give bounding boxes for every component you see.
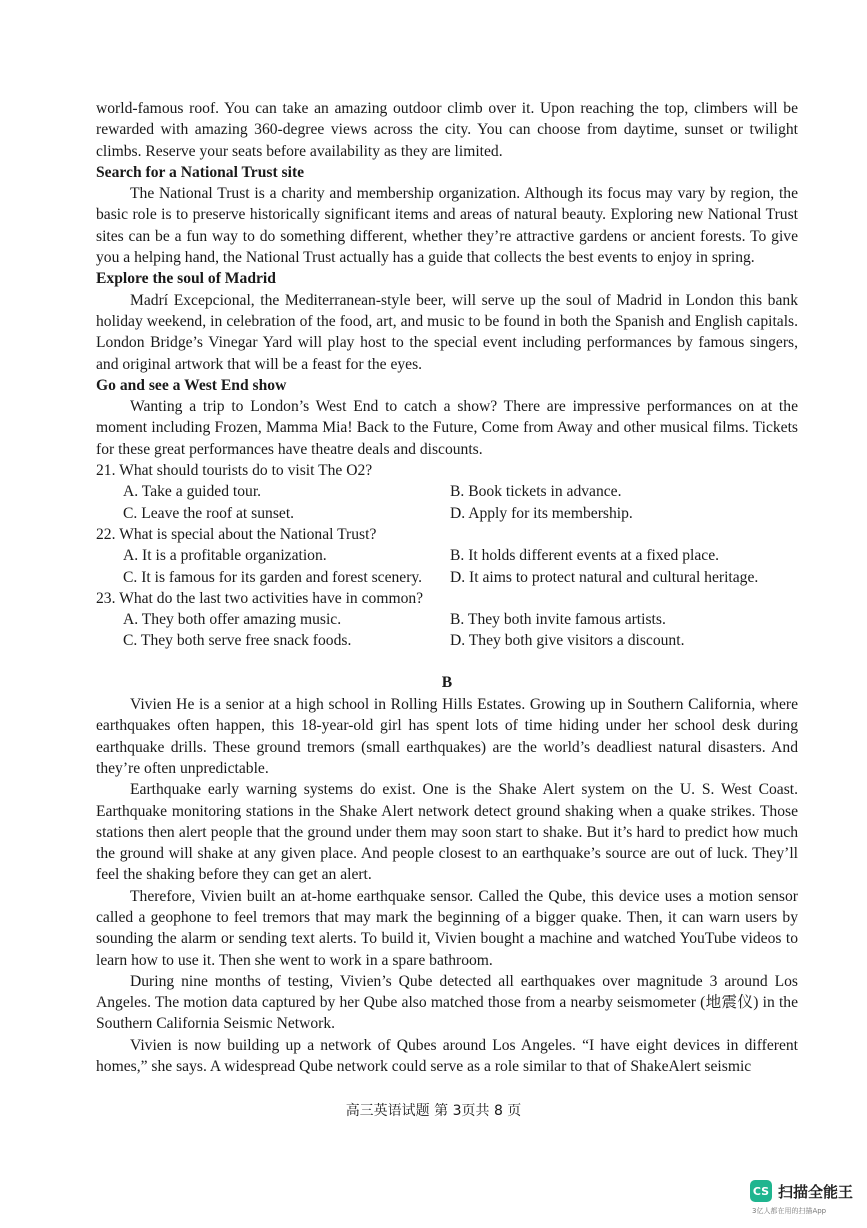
passage-b-title: B: [441, 673, 453, 691]
option-grid: [96, 609, 798, 652]
option-d: D. Apply for its membership.: [450, 504, 633, 522]
passage-a-intro: world-famous roof. You can take an amazing outdoor climb over it. Upon reaching the top, climbers will be rewarded with amazing 360-degree views across the city. You can choose from daytime, sunset or twilight climbs. Reserve your seats before availability as they are limited.: [96, 100, 798, 160]
question-22: [96, 524, 798, 588]
watermark-tagline: 3亿人都在用的扫描App: [752, 1207, 827, 1215]
exam-page: [96, 98, 798, 1077]
camscanner-logo-icon: CS: [750, 1180, 772, 1202]
passage-b-paragraph-2: Earthquake early warning systems do exist. One is the Shake Alert system on the U. S. West Coast. Earthquake monitoring stations in the Shake Alert network detect ground shaking when a quake strikes. Those stations then alert people that the ground under them may soon start to shake. But it’s hard to predict how much the ground will shake at any given place. And people closest to an earthquake’s source are out of luck. They’ll feel the shaking before they can get an alert.: [96, 781, 798, 884]
passage-b-paragraph-5: Vivien is now building up a network of Qubes around Los Angeles. “I have eight devices in different homes,” she says. A widespread Qube network could serve as a role similar to that of ShakeAlert seismic: [96, 1036, 798, 1076]
scanner-watermark: [750, 1180, 853, 1202]
page-footer: 高三英语试题 第 3页共 8 页: [345, 1103, 522, 1119]
question-stem: 21. What should tourists do to visit The O2?: [96, 462, 373, 480]
watermark-app-name: 扫描全能王: [778, 1182, 854, 1201]
option-a: A. It is a profitable organization.: [123, 547, 327, 565]
option-c: C. Leave the roof at sunset.: [123, 504, 295, 522]
paragraph-national-trust: The National Trust is a charity and membership organization. Although its focus may vary by region, the basic role is to preserve historically significant items and areas of natural beauty. Exploring new National Trust sites can be a fun way to do something different, whether they’re attractive gardens or ancient forests. To give you a helping hand, the National Trust actually has a guide that collects the best events to enjoy in spring.: [96, 185, 798, 267]
passage-b-paragraph-1: Vivien He is a senior at a high school in Rolling Hills Estates. Growing up in Southern California, where earthquakes often happen, this 18-year-old girl has spent lots of time hiding under her school desk during earthquake drills. These ground tremors (small earthquakes) are the world’s deadliest natural disasters. And they’re often unpredictable.: [96, 696, 798, 777]
option-grid: [96, 545, 798, 588]
option-c: C. It is famous for its garden and forest scenery.: [123, 568, 423, 586]
paragraph-west-end: Wanting a trip to London’s West End to catch a show? There are impressive performances on at the moment including Frozen, Mamma Mia! Back to the Future, Come from Away and other musical films. Tickets for these great performances have theatre deals and discounts.: [96, 398, 798, 458]
paragraph-madrid: Madrí Excepcional, the Mediterranean-style beer, will serve up the soul of Madrid in London this bank holiday weekend, in celebration of the food, art, and music to be found in both the Spanish and English capitals. London Bridge’s Vinegar Yard will play host to the special event including performances by famous singers, and original artwork that will be a feast for the eyes.: [96, 291, 798, 373]
option-d: D. They both give visitors a discount.: [450, 632, 685, 650]
passage-b-paragraph-4: During nine months of testing, Vivien’s Qube detected all earthquakes over magnitude 3 around Los Angeles. The motion data captured by her Qube also matched those from a nearby seismometer (地震仪) in the Southern California Seismic Network.: [96, 972, 798, 1033]
option-b: B. Book tickets in advance.: [450, 483, 622, 501]
heading-national-trust: Search for a National Trust site: [96, 163, 305, 181]
option-b: B. They both invite famous artists.: [450, 611, 666, 629]
option-a: A. Take a guided tour.: [123, 483, 262, 501]
question-stem: 23. What do the last two activities have in common?: [96, 589, 424, 607]
heading-madrid: Explore the soul of Madrid: [96, 270, 276, 288]
option-b: B. It holds different events at a fixed place.: [450, 547, 720, 565]
passage-b-paragraph-3: Therefore, Vivien built an at-home earthquake sensor. Called the Qube, this device uses a motion sensor called a geophone to feel tremors that may mark the beginning of a bigger quake. Then, it can warn users by sounding the alarm or sending text alerts. To build it, Vivien bought a machine and watched YouTube videos to learn how to use it. Then she went to work in a spare bathroom.: [96, 887, 798, 969]
heading-west-end: Go and see a West End show: [96, 376, 287, 394]
option-c: C. They both serve free snack foods.: [123, 632, 352, 650]
option-a: A. They both offer amazing music.: [123, 611, 342, 629]
question-stem: 22. What is special about the National Trust?: [96, 525, 377, 543]
option-d: D. It aims to protect natural and cultural heritage.: [450, 568, 759, 586]
question-23: [96, 588, 798, 652]
question-21: [96, 460, 798, 524]
option-grid: [96, 481, 798, 524]
